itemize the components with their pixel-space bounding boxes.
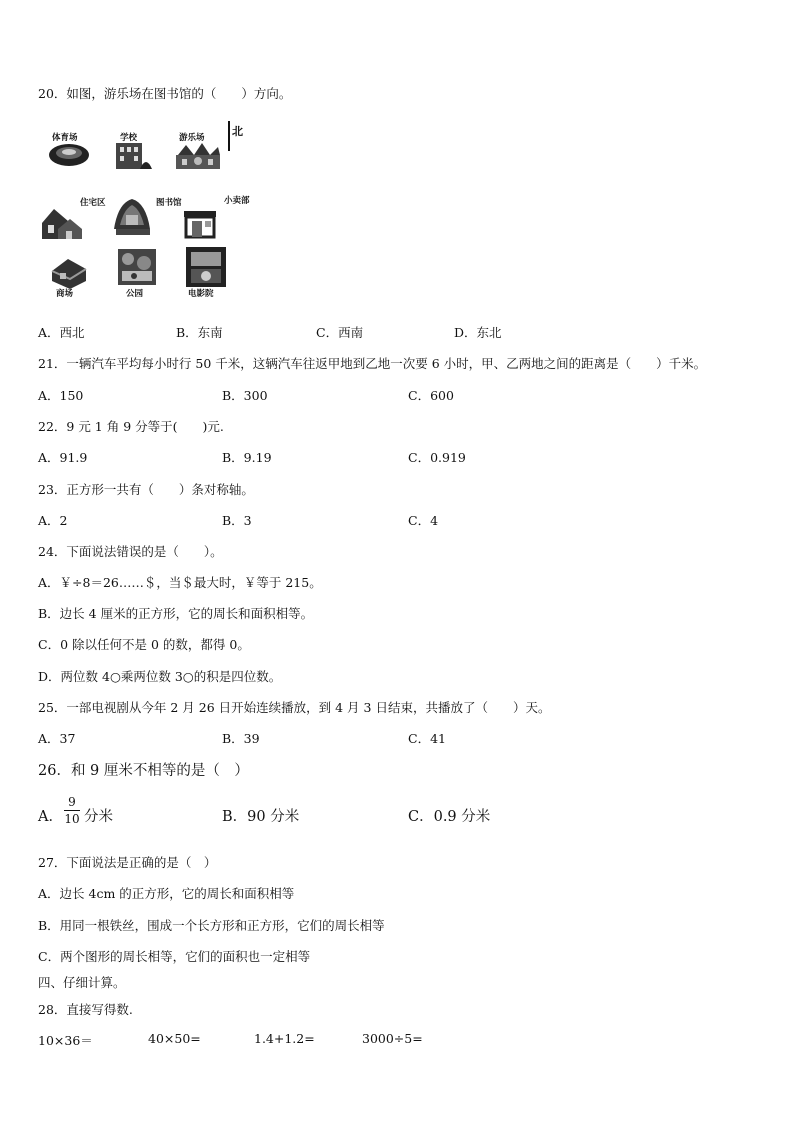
- q28-item: 1.4+1.2=: [254, 1031, 315, 1046]
- q25-option: B．39: [222, 731, 260, 746]
- q25-option: C．41: [408, 731, 446, 746]
- place-label: 小卖部: [224, 196, 250, 206]
- q20-option: D．东北: [454, 325, 502, 340]
- q23-option: A．2: [38, 513, 68, 528]
- q25-stem: 25．一部电视剧从今年 2 月 26 日开始连续播放，到 4 月 3 日结束，共播放了（ ）天。: [38, 700, 551, 715]
- q24-stem: 24．下面说法错误的是（ ）。: [38, 544, 223, 559]
- q23-option: C．4: [408, 513, 439, 528]
- place-label: 公园: [126, 289, 144, 299]
- q26-option-a-fraction: [64, 795, 80, 826]
- q23-option: B．3: [222, 513, 252, 528]
- place-label: 图书馆: [156, 198, 182, 208]
- q23-stem: 23．正方形一共有（ ）条对称轴。: [38, 482, 254, 497]
- mall-icon: [48, 247, 94, 291]
- fraction-bar: [64, 810, 80, 811]
- place-label: 商场: [56, 289, 74, 299]
- q21-stem: 21．一辆汽车平均每小时行 50 千米，这辆汽车往返甲地到乙地一次要 6 小时，甲、乙两地之间的距离是（ ）千米。: [38, 356, 707, 371]
- q27-option: B．用同一根铁丝，围成一个长方形和正方形，它们的周长相等: [38, 918, 385, 933]
- q28-stem: 28．直接写得数.: [38, 1002, 133, 1017]
- q27-option: A．边长 4cm 的正方形，它的周长和面积相等: [38, 886, 295, 901]
- shop-icon: [180, 197, 226, 241]
- q22-option: A．91.9: [38, 450, 88, 465]
- library-icon: [110, 195, 156, 239]
- park-icon: [114, 245, 160, 289]
- place-label: 电影院: [188, 289, 214, 299]
- q26-option: C．0.9 分米: [408, 809, 491, 825]
- q27-stem: 27．下面说法是正确的是（ ）: [38, 855, 217, 870]
- place-label: 学校: [120, 133, 138, 143]
- q24-option: B．边长 4 厘米的正方形，它的周长和面积相等。: [38, 606, 314, 621]
- q26-stem: 26．和 9 厘米不相等的是（ ）: [38, 763, 249, 779]
- north-label: 北: [232, 125, 243, 138]
- q24-option: C．0 除以任何不是 0 的数，都得 0。: [38, 637, 250, 652]
- q27-option: C．两个图形的周长相等，它们的面积也一定相等: [38, 949, 311, 964]
- q22-option: C．0.919: [408, 450, 466, 465]
- section-heading: 四、仔细计算。: [38, 975, 126, 990]
- q24-option: A．￥÷8＝26……＄，当＄最大时，￥等于 215。: [38, 575, 322, 590]
- place-label: 游乐场: [179, 133, 205, 143]
- q22-option: B．9.19: [222, 450, 272, 465]
- q25-option: A．37: [38, 731, 76, 746]
- q26-option-a-unit: 分米: [84, 809, 113, 825]
- q28-item: 40×50=: [148, 1031, 201, 1046]
- q21-option: A．150: [38, 388, 84, 403]
- q20-option: C．西南: [316, 325, 364, 340]
- q20-map: [38, 115, 268, 305]
- q28-item: 3000÷5=: [362, 1031, 423, 1046]
- q21-option: C．600: [408, 388, 454, 403]
- q22-stem: 22．9 元 1 角 9 分等于( )元.: [38, 419, 224, 434]
- q20-option: B．东南: [176, 325, 223, 340]
- north-arrow-icon: [228, 121, 230, 151]
- place-label: 住宅区: [80, 198, 106, 208]
- q26-option: B．90 分米: [222, 809, 300, 825]
- q21-option: B．300: [222, 388, 268, 403]
- q20-option: A．西北: [38, 325, 85, 340]
- q28-item: 10×36＝: [38, 1033, 93, 1048]
- fraction-denominator: 10: [64, 812, 80, 826]
- place-label: 体育场: [52, 133, 78, 143]
- q26-option-a-prefix: A．: [38, 809, 63, 825]
- fraction-numerator: 9: [68, 795, 76, 809]
- q24-option: D．两位数 4○乘两位数 3○的积是四位数。: [38, 669, 282, 684]
- q20-stem: 20．如图，游乐场在图书馆的（ ）方向。: [38, 86, 292, 101]
- cinema-icon: [184, 245, 230, 289]
